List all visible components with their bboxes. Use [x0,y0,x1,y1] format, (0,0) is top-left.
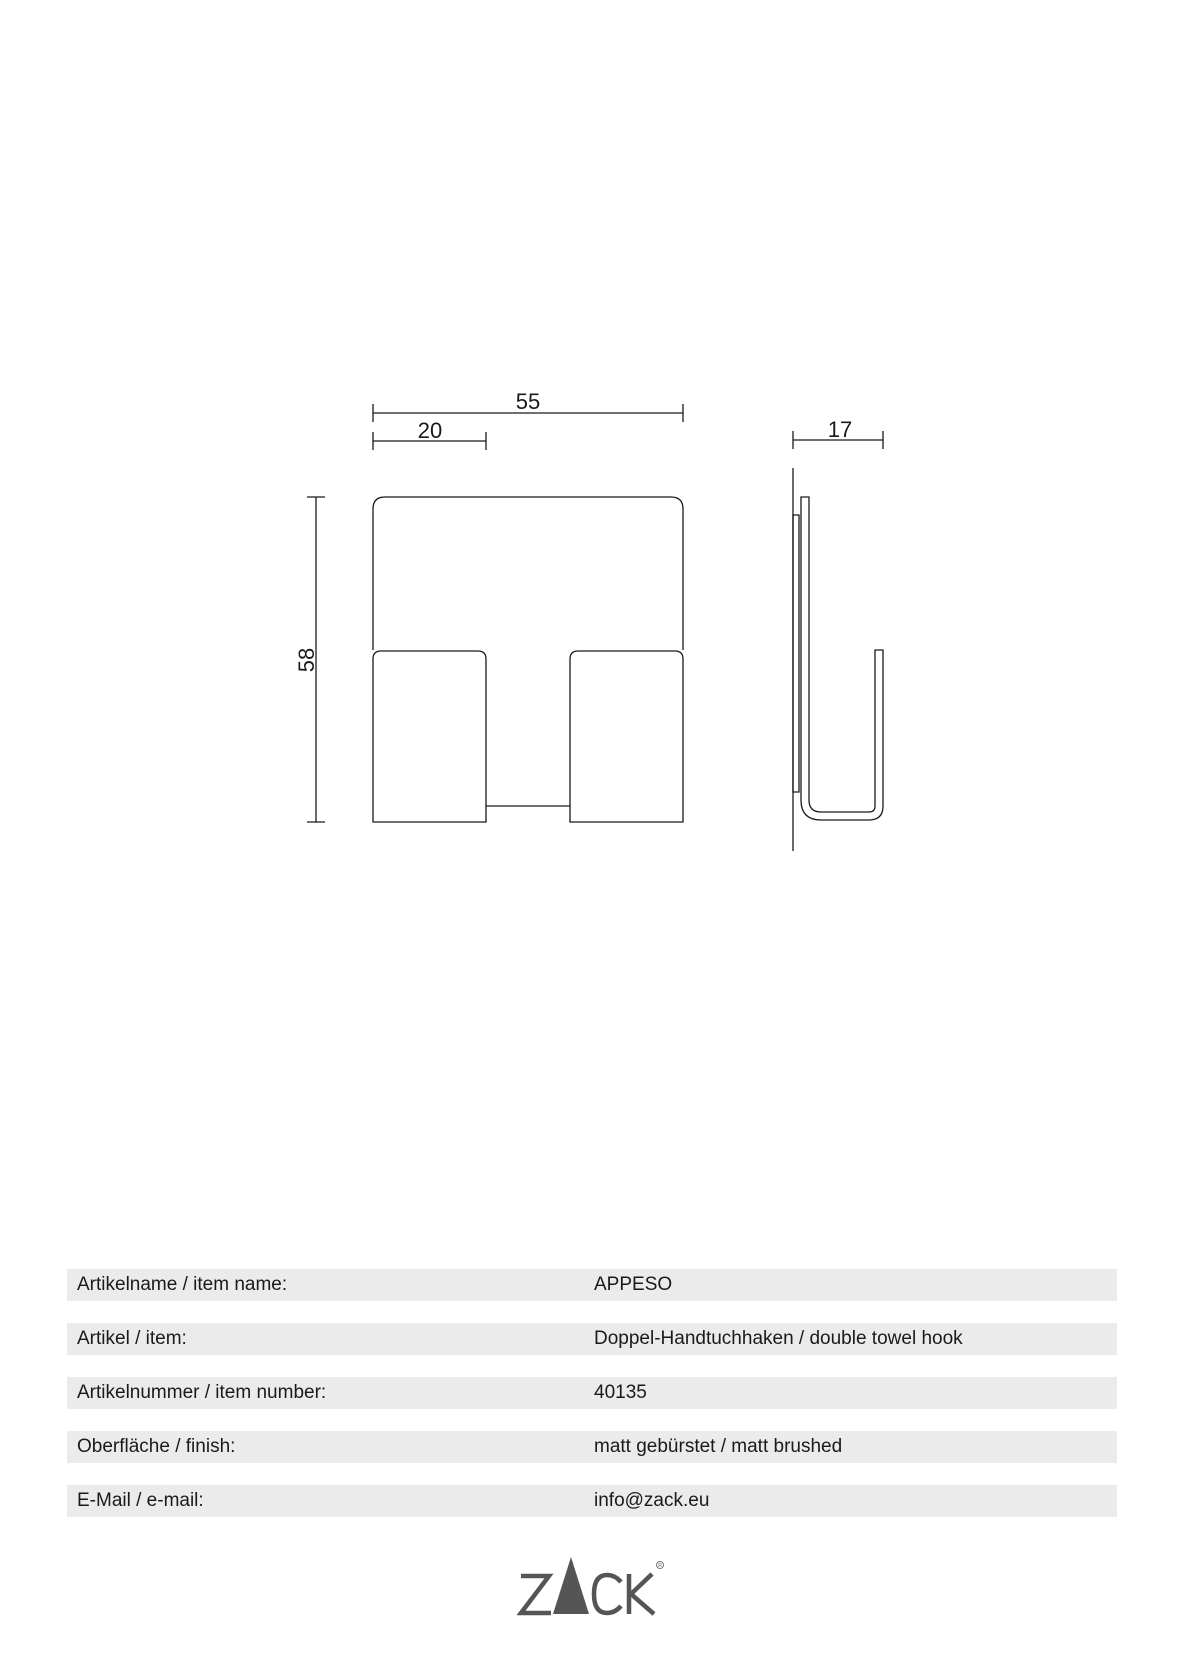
depth-label: 17 [827,417,853,442]
side-view-mounting-pad [793,515,799,792]
spec-label: Artikelname / item name: [77,1274,288,1295]
spec-value: info@zack.eu [594,1490,710,1511]
spec-value: 40135 [594,1382,647,1403]
front-view-left-hook [373,651,486,822]
spec-value: APPESO [594,1274,673,1295]
hook-width-label: 20 [417,418,443,443]
svg-text:R: R [658,1563,662,1569]
spec-label: Artikel / item: [77,1328,187,1349]
spec-row-finish [67,1431,1117,1463]
spec-label: Artikelnummer / item number: [77,1382,327,1403]
spec-label: Oberfläche / finish: [77,1436,236,1457]
spec-label: E-Mail / e-mail: [77,1490,204,1511]
spec-row-email [67,1485,1117,1517]
height-label: 58 [294,647,319,673]
spec-row-item-number [67,1377,1117,1409]
spec-row-item [67,1323,1117,1355]
spec-table [67,1269,1117,1539]
spec-value: matt gebürstet / matt brushed [594,1436,843,1457]
overall-width-label: 55 [515,389,541,414]
front-view-right-hook [570,651,683,822]
front-view-back-plate [373,497,683,650]
zack-logo [517,1552,667,1617]
spec-row-item-name [67,1269,1117,1301]
spec-value: Doppel-Handtuchhaken / double towel hook [594,1328,963,1349]
side-view-hook-profile [801,497,883,820]
